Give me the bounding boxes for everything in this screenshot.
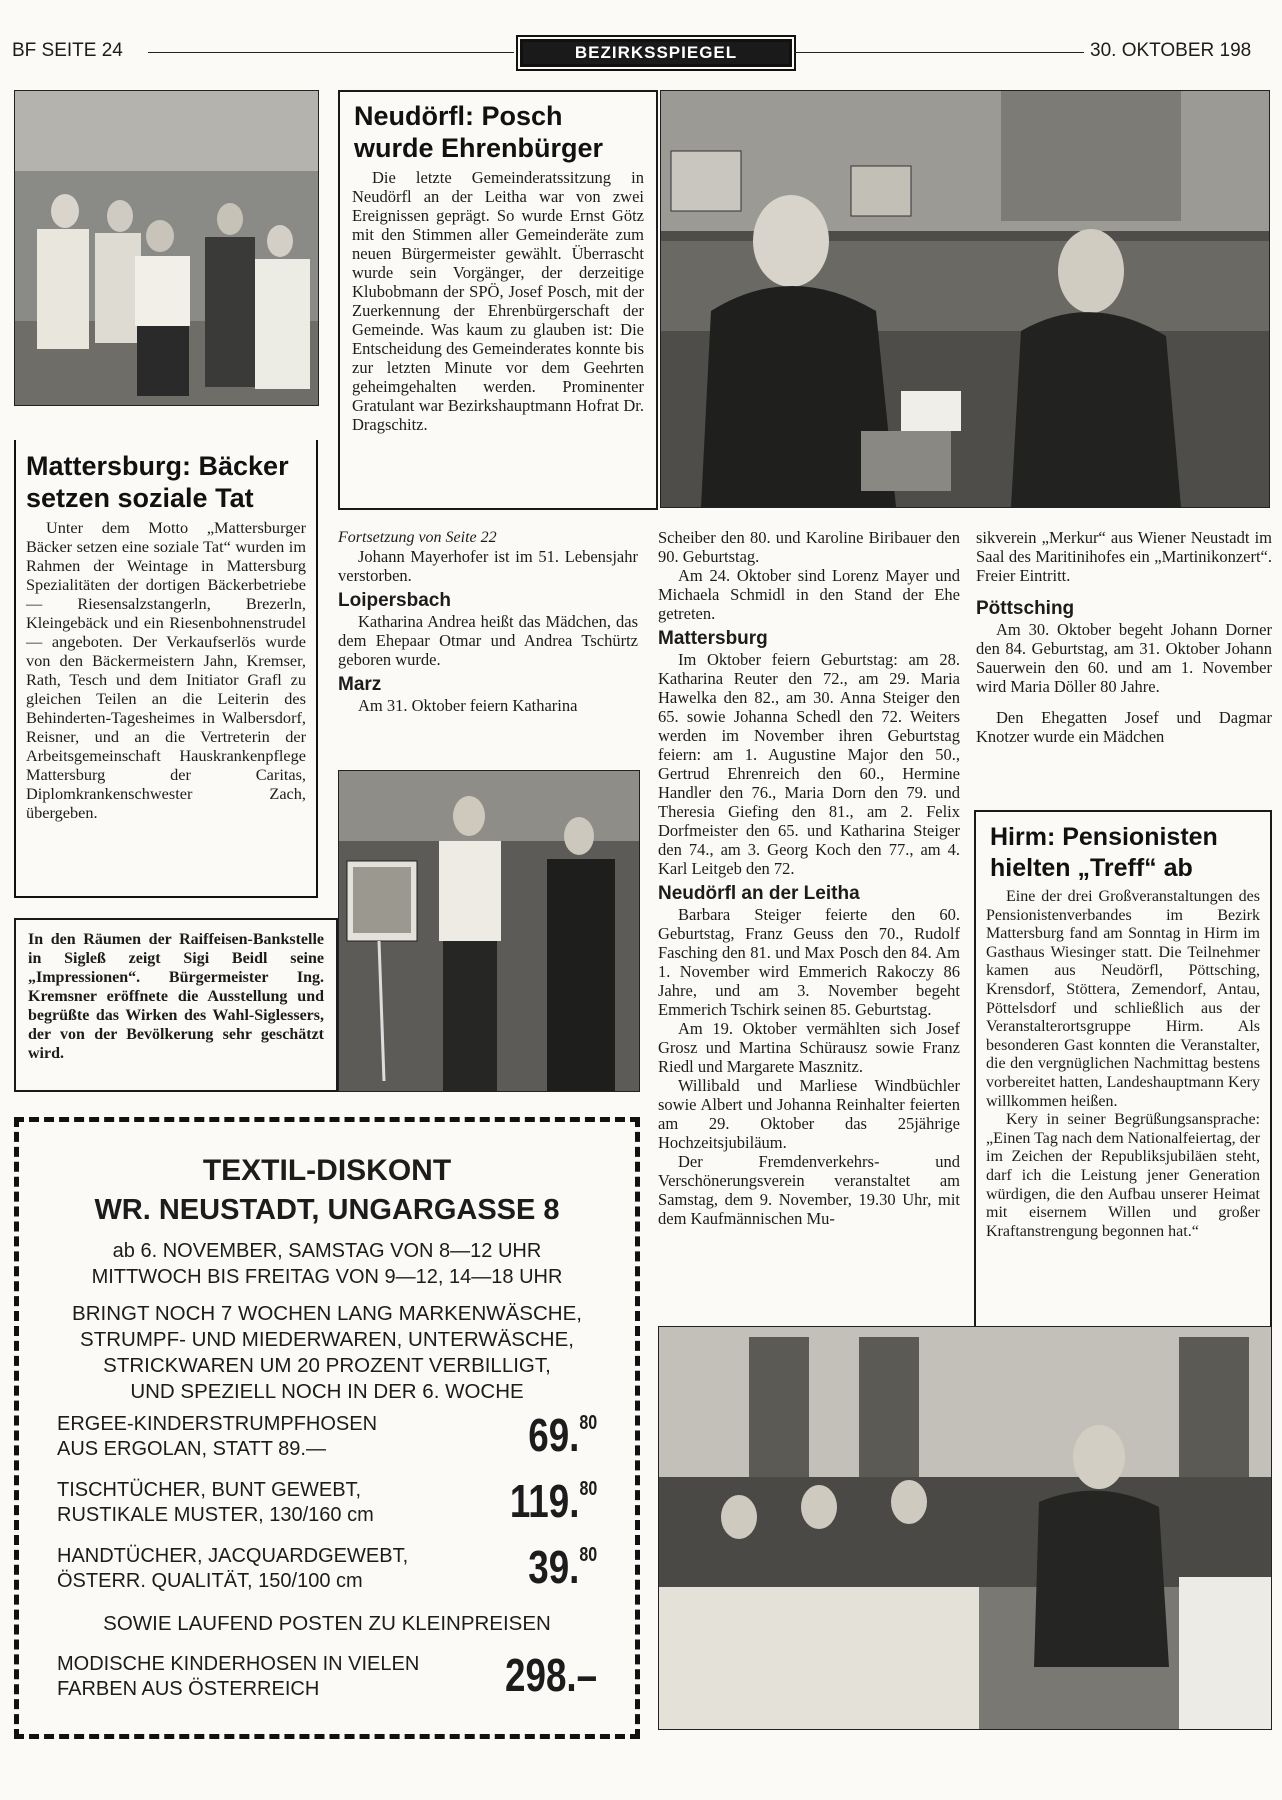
text-loipersbach: Katharina Andrea heißt das Mädchen, das dem Ehepaar Otmar und Andrea Tschürtz geboren wurde. [338, 612, 638, 669]
photo-ehrenbuerger-ceremony [660, 90, 1270, 508]
ad-price-3-cents: 80 [579, 1544, 597, 1566]
article-hirm-body [986, 888, 1260, 1241]
article-hirm-text-1: Eine der drei Großveranstaltungen des Pensionistenverbandes im Bezirk Mattersburg fand am Sonntag in Hirm im Gasthaus Wiesinger statt. Die Teilnehmer kamen aus Neudörfl, Pöttsching, Krensdorf, Stöttera, Zemendorf, Antau, Pöttelsdorf und schließlich aus der Veranstalterortsgruppe Hirm. Als besonderen Gast konnten die Veranstalter, die den vergnüglichen Nachmittag bestens vorbereitet hatten, Landeshauptmann Kery willkommen heißen. [986, 888, 1260, 1110]
ad-price-1-value: 69. [528, 1409, 580, 1461]
header-rule-right [794, 52, 1084, 53]
text-neudoerfl-1: Barbara Steiger feierte den 60. Geburtstag, Franz Geuss den 70., Rudolf Fasching den 81. und Max Posch den 84. Am 1. November wird Emmerich Rakoczy 86 Jahre, und am 3. November begeht Emmerich Tschirk seinen 85. Geburtstag. [658, 905, 960, 1019]
ad-price-2-cents: 80 [579, 1478, 597, 1500]
ad-textil-diskont [14, 1117, 640, 1739]
heading-marz: Marz [338, 674, 382, 695]
article-posch-body [352, 168, 644, 434]
chronik-column-2 [658, 528, 960, 1228]
article-baecker-title: Mattersburg: Bäcker setzen soziale Tat [26, 451, 289, 513]
ad-item-2-line-1: TISCHTÜCHER, BUNT GEWEBT, [57, 1479, 362, 1501]
ad-posten: SOWIE LAUFEND POSTEN ZU KLEINPREISEN [103, 1612, 551, 1635]
chronik-column-3 [976, 528, 1272, 746]
text-marz: Am 31. Oktober feiern Katharina [358, 696, 578, 715]
photo-exhibition-sigless [338, 770, 640, 1092]
ad-price-1 [528, 1408, 597, 1462]
ad-item-2 [57, 1475, 617, 1528]
text-neudoerfl-3: Willibald und Marliese Windbüchler sowie Albert und Johanna Reinhalter feierten am 29. Oktober das 25jährige Hochzeitsjubiläum. [658, 1076, 960, 1152]
caption-sigless [14, 918, 338, 1092]
ad-item-1-line-1: ERGEE-KINDERSTRUMPFHOSEN [57, 1413, 378, 1435]
ad-hours-2: MITTWOCH BIS FREITAG VON 9—12, 14—18 UHR [91, 1266, 563, 1288]
ad-price-1-cents: 80 [579, 1412, 597, 1434]
heading-loipersbach: Loipersbach [338, 590, 451, 611]
article-hirm-title: Hirm: Pensionisten hielten „Treff“ ab [990, 823, 1218, 882]
section-label [516, 35, 796, 71]
section-label-text: BEZIRKSSPIEGEL [574, 43, 738, 62]
ad-title: TEXTIL-DISKONT [202, 1154, 452, 1187]
text-neudoerfl-4: Der Fremdenverkehrs- und Verschönerungsverein veranstaltet am Samstag, dem 9. November, 19.30 Uhr, mit dem Kaufmännischen Mu- [658, 1152, 960, 1228]
chronik-column-1 [338, 528, 638, 715]
article-hirm [974, 810, 1272, 1344]
ad-hours-1: ab 6. NOVEMBER, SAMSTAG VON 8—12 UHR [112, 1240, 542, 1262]
article-baecker [14, 440, 318, 898]
chronik-continued: Fortsetzung von Seite 22 [338, 529, 497, 546]
ad-item-1-line-2: AUS ERGOLAN, STATT 89.— [57, 1438, 326, 1460]
issue-date: 30. OKTOBER 198 [1090, 40, 1252, 61]
ad-item-3-line-1: HANDTÜCHER, JACQUARDGEWEBT, [57, 1545, 409, 1567]
article-posch [338, 90, 658, 510]
article-baecker-text: Unter dem Motto „Mattersburger Bäcker setzen eine soziale Tat“ wurden im Rahmen der Weintage in Mattersburg Spezialitäten der dortigen Bäckerbetriebe — Riesensalzstangerln, Brezerln, Kleingebäck und ein Riesenbohnenstrudel — angeboten. Der Verkaufserlös wurde von den Bäckermeistern Jahn, Kremser, Rath, Tesch und dem Initiator Grafl zu gleichen Teilen an die Leiterin des Behinderten-Tagesheimes in Walbersdorf, Reisner, und an die Vertreterin der Arbeitsgemeinschaft Hauskrankenpflege Mattersburg der Caritas, Diplomkrankenschwester Zach, übergeben. [26, 518, 306, 822]
heading-poettsching: Pöttsching [976, 598, 1075, 619]
chronik-col2a: Scheiber den 80. und Karoline Biribauer den 90. Geburtstag. [658, 528, 960, 566]
ad-item-3-line-2: ÖSTERR. QUALITÄT, 150/100 cm [57, 1570, 363, 1592]
ad-price-4: 298.– [504, 1649, 597, 1701]
ad-intro-4: UND SPEZIELL NOCH IN DER 6. WOCHE [130, 1380, 524, 1403]
article-posch-title: Neudörfl: Posch wurde Ehrenbürger [354, 101, 604, 163]
text-poettsching-1: Am 30. Oktober begeht Johann Dorner den 84. Geburtstag, am 31. Oktober Johann Sauerwein den 60. und am 1. November wird Maria Döller 80 Jahre. [976, 620, 1272, 696]
ad-item-1 [57, 1409, 617, 1462]
text-poettsching-2: Den Ehegatten Josef und Dagmar Knotzer wurde ein Mädchen [976, 708, 1272, 746]
ad-item-4 [57, 1649, 617, 1702]
article-hirm-text-2: Kery in seiner Begrüßungsansprache: „Einen Tag nach dem Nationalfeiertag, der im Zeichen der Republiksjubiläen steht, darf ich die Leistung jener Generation würdigen, die den Aufbau unserer Heimat mit eisernem Willen und großer Kraftanstrengung begonnen hat.“ [986, 1111, 1261, 1240]
ad-intro-1: BRINGT NOCH 7 WOCHEN LANG MARKENWÄSCHE, [72, 1302, 582, 1325]
ad-intro-3: STRICKWAREN UM 20 PROZENT VERBILLIGT, [103, 1354, 551, 1377]
ad-item-4-line-2: FARBEN AUS ÖSTERREICH [57, 1678, 320, 1700]
ad-item-4-line-1: MODISCHE KINDERHOSEN IN VIELEN [57, 1653, 420, 1675]
heading-neudoerfl: Neudörfl an der Leitha [658, 883, 860, 904]
page-number: BF SEITE 24 [12, 40, 123, 61]
ad-item-3 [57, 1541, 617, 1594]
ad-price-2 [510, 1474, 597, 1528]
photo-pensioner-meeting [658, 1326, 1272, 1730]
ad-price-2-value: 119. [509, 1475, 580, 1527]
ad-price-3-value: 39. [528, 1541, 580, 1593]
ad-item-2-line-2: RUSTIKALE MUSTER, 130/160 cm [57, 1504, 374, 1526]
photo-bakers-handover [14, 90, 319, 406]
header-rule-left [148, 52, 514, 53]
chronik-intro: Johann Mayerhofer ist im 51. Lebensjahr verstorben. [338, 547, 638, 585]
chronik-col2b: Am 24. Oktober sind Lorenz Mayer und Michaela Schmidl in den Stand der Ehe getreten. [658, 566, 960, 623]
article-baecker-body [26, 518, 306, 822]
text-neudoerfl-2: Am 19. Oktober vermählten sich Josef Grosz und Martina Schürausz sowie Franz Riedl und Margarete Masznitz. [658, 1019, 960, 1076]
ad-intro-2: STRUMPF- UND MIEDERWAREN, UNTERWÄSCHE, [80, 1328, 574, 1351]
chronik-col3a: sikverein „Merkur“ aus Wiener Neustadt im Saal des Maritinihofes ein „Martinikonzert“. Freier Eintritt. [976, 528, 1272, 585]
heading-mattersburg: Mattersburg [658, 628, 768, 649]
article-posch-text: Die letzte Gemeinderatssitzung in Neudörfl an der Leitha war von zwei Ereignissen geprägt. So wurde Ernst Götz mit den Stimmen aller Gemeinderäte zum neuen Bürgermeister gewählt. Überrascht wurde sein Vorgänger, der derzeitige Klubobmann der SPÖ, Josef Posch, mit der Zuerkennung der Ehrenbürgerschaft der Gemeinde. Was kaum zu glauben ist: Die Entscheidung des Gemeinderates konnte bis zur letzten Minute vor dem Geehrten geheimgehalten werden. Prominenter Gratulant war Bezirkshauptmann Hofrat Dr. Dragschitz. [352, 168, 644, 434]
ad-address: WR. NEUSTADT, UNGARGASSE 8 [94, 1194, 560, 1226]
text-mattersburg: Im Oktober feiern Geburtstag: am 28. Katharina Reuter den 72., am 29. Maria Hawelka den 82., am 30. Anna Steiger den 65. sowie Johanna Schedl den 72. Weiters werden im November ihren Geburtstag feiern: am 1. Augustine Major den 50., Gertrud Ehrenreich den 60., Hermine Handler den 76., Maria Dorn den 79. und Theresia Giefing den 81., am 2. Felix Dorfmeister den 65. und Katharina Steiger den 74., am 3. Georg Koch den 77., am 4. Karl Leitgeb den 72. [658, 650, 960, 878]
caption-sigless-text: In den Räumen der Raiffeisen-Bankstelle in Sigleß zeigt Sigi Beidl seine „Impressionen“. Bürgermeister Ing. Kremsner eröffnete die Ausstellung und begrüßte das Wirken des Wahl-Siglessers, der von der Bevölkerung sehr geschätzt wird. [28, 931, 324, 1062]
ad-price-3 [528, 1540, 597, 1594]
